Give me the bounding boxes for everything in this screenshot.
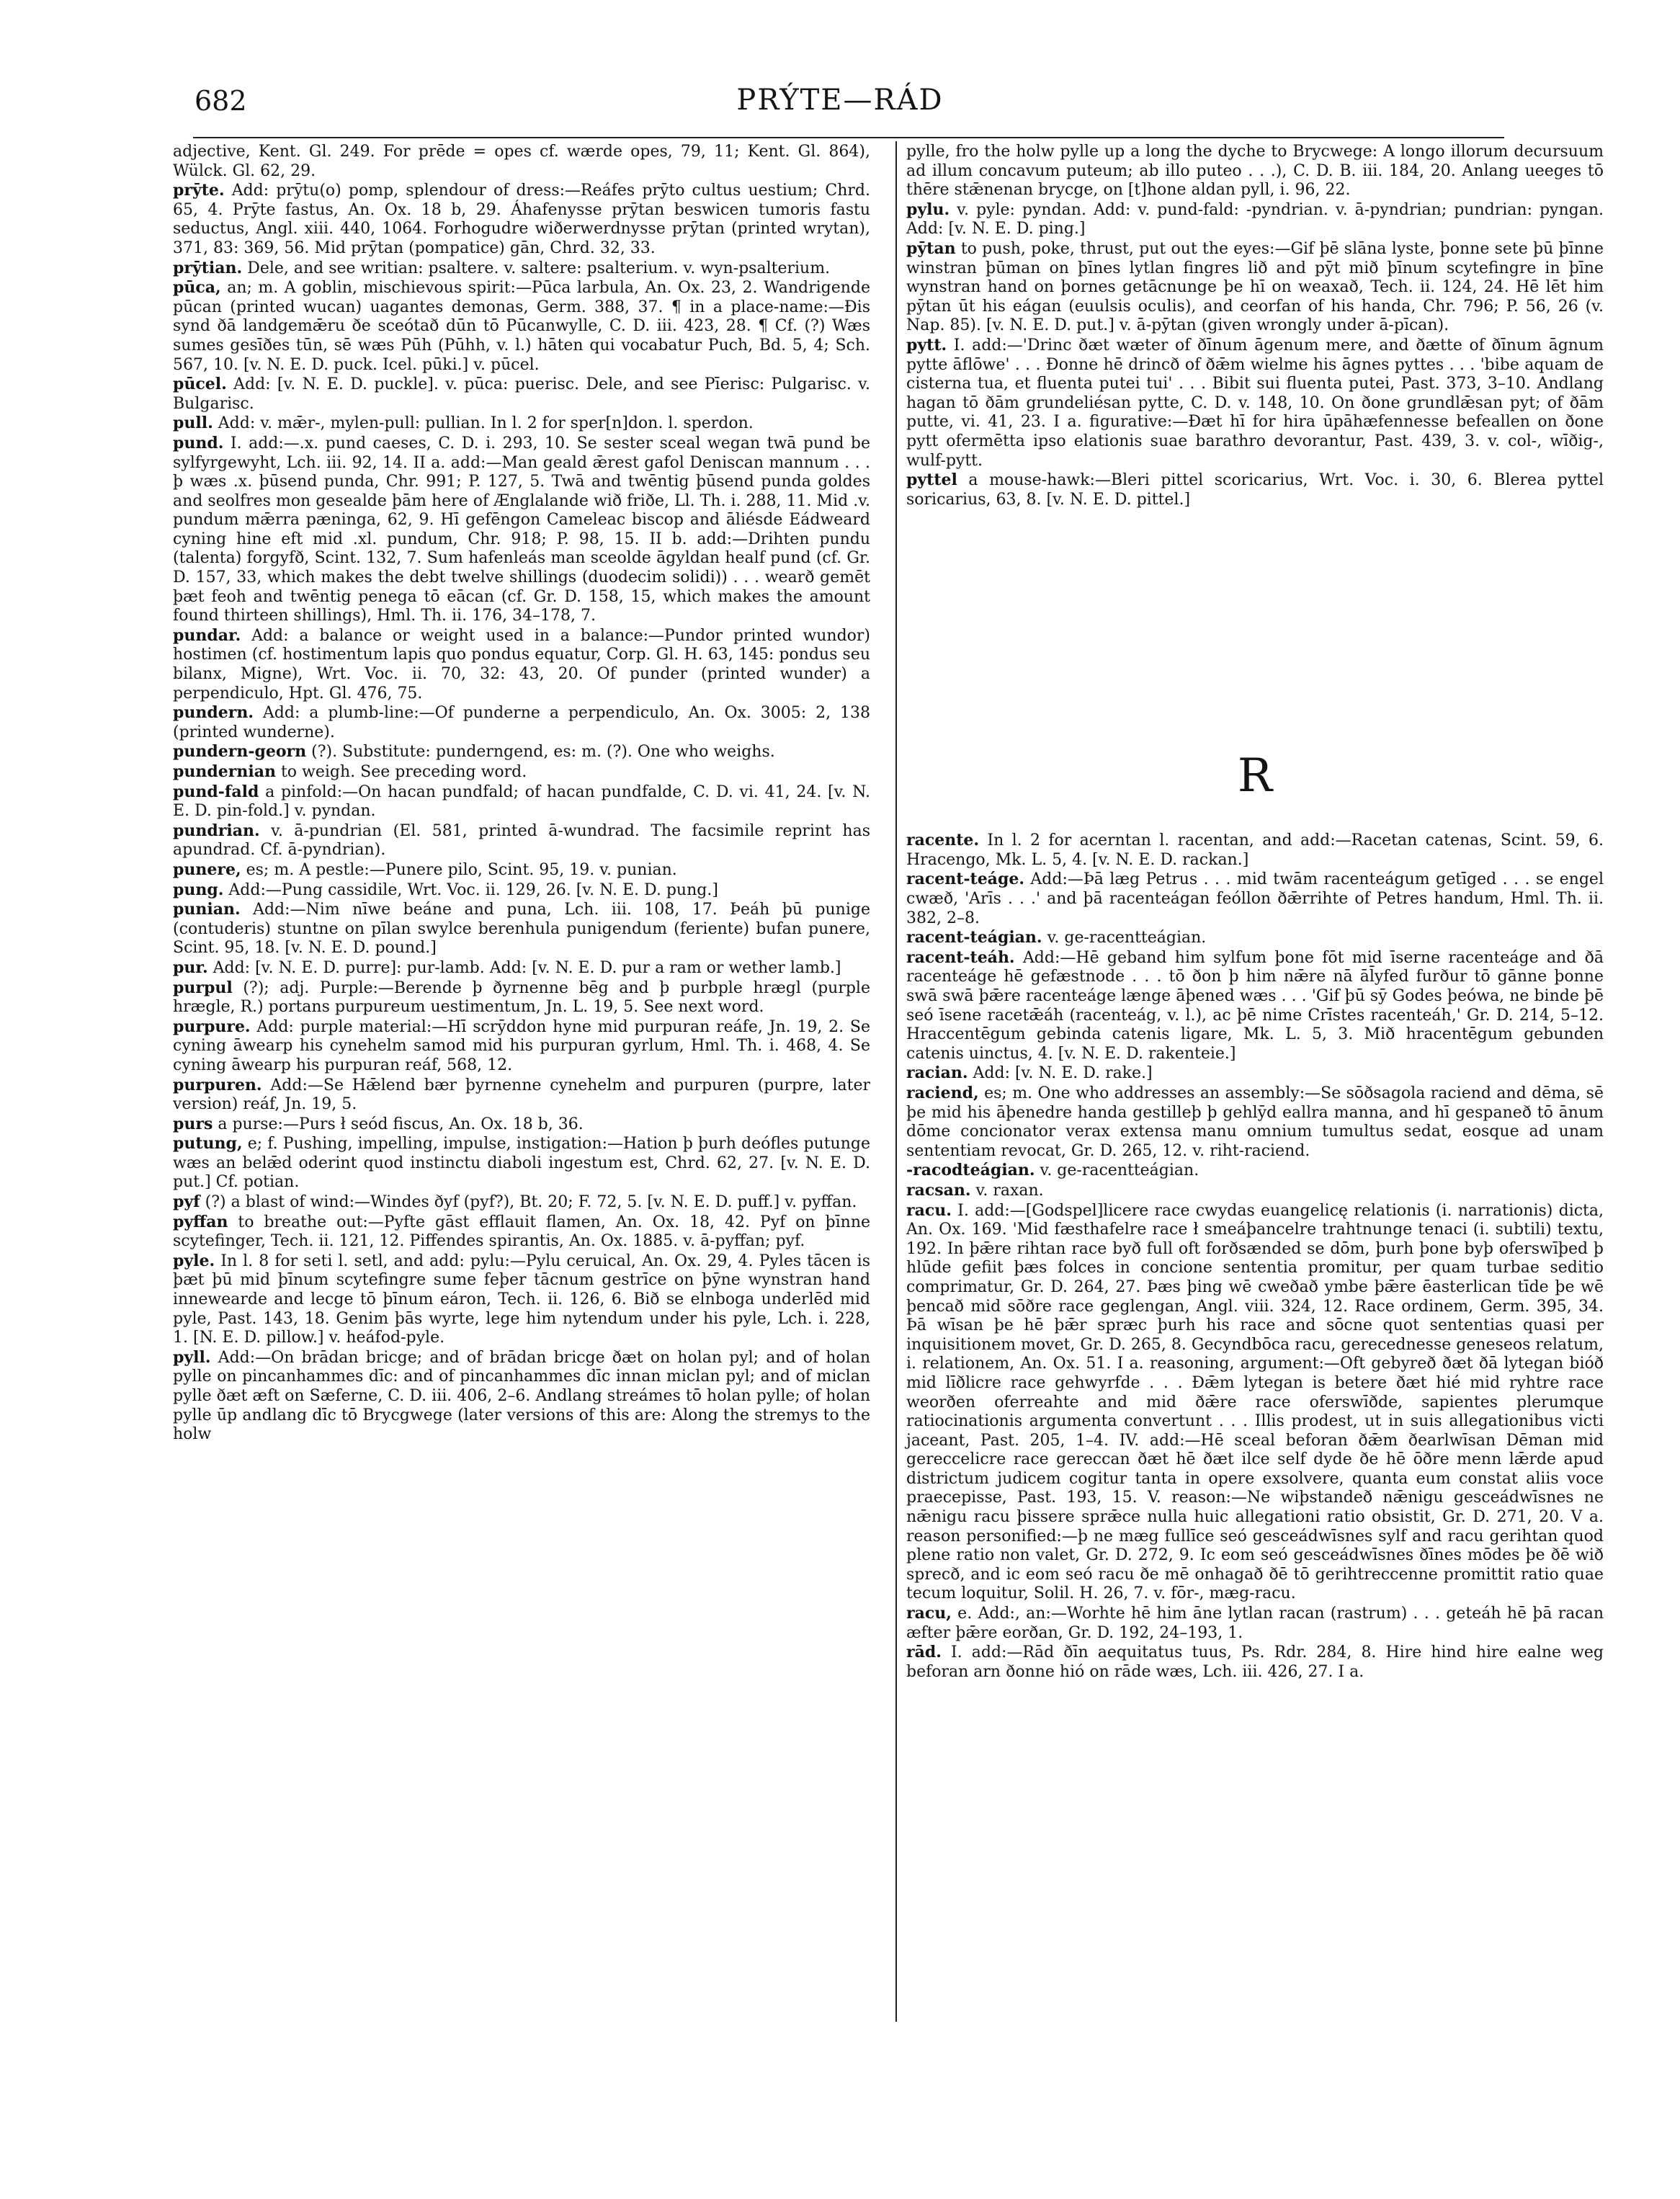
dictionary-entry [906, 1201, 1604, 1604]
entry-definition: Add: a balance or weight used in a balance:—Pundor printed wundor) hostimen (cf. hostimentum lapis quo pondus equatur, Corp. Gl. H. 63, 145: pondus seu bilanx, Migne), Wrt. Voc. ii. 70, 32: 43, 20. Of punder (printed wunder) a perpendiculo, Hpt. Gl. 476, 75. [173, 626, 870, 702]
dictionary-entry [173, 1017, 870, 1076]
entry-definition: es; m. One who addresses an assembly:—Se sōðsagola raciend and dēma, sē þe mid his āþenedre handa gestilleþ þ gehlȳd eallra manna, and hī gespaneð tō ānum dōme concionator verax extensa manu omnium tumultus sedat, eosque ad unam sententiam revocat, Gr. D. 265, 12. v. riht-raciend. [906, 1084, 1604, 1160]
entry-definition: v. raxan. [975, 1181, 1044, 1200]
entry-definition: I. add:—Rād ðīn aequitatus tuus, Ps. Rdr. 284, 8. Hire hind hire ealne weg beforan arn ðonne hió on rāde wæs, Lch. iii. 426, 27. I a. [906, 1643, 1604, 1681]
header-rule [193, 137, 1504, 138]
dictionary-entry [906, 831, 1604, 870]
entry-headword: racent-teáge. [906, 870, 1024, 889]
entry-definition: Add:—On brādan bricge; and of brādan bricge ðæt on holan pyl; and of holan pylle on pincanhammes dīc: and of pincanhammes dīc innan miclan pyl; and of miclan pylle ðæt æft on Sæferne, C. D. iii. 406, 2–6. Andlang streámes tō holan pylle; of holan pylle ūp andlang dīc tō Brycgwege (later versions of this are: Along the stremys to the holw [173, 1348, 870, 1444]
dictionary-entry [173, 259, 870, 279]
entry-headword: racent-teáh. [906, 947, 1015, 967]
dictionary-entry [173, 742, 870, 762]
entry-headword: rād. [906, 1643, 942, 1662]
entry-headword: pyffan [173, 1212, 228, 1231]
entry-headword: racent-teágian. [906, 928, 1042, 947]
entry-definition: a pinfold:—On hacan pundfald; of hacan pundfalde, C. D. vi. 41, 24. [v. N. E. D. pin-fold.] v. pyndan. [173, 782, 870, 821]
entry-headword: pyf [173, 1192, 200, 1212]
entry-headword: raciend, [906, 1084, 979, 1102]
entry-definition: Add: purple material:—Hī scrȳddon hyne mid purpuran reáfe, Jn. 19, 2. Se cyning āwearp his cynehelm samod mid his purpuran gyrlum, Hml. Th. i. 468, 4. Se cyning āwearp his purpuran reáf, 568, 12. [173, 1017, 870, 1074]
dictionary-entry [173, 1252, 870, 1348]
dictionary-entry [173, 1213, 870, 1252]
dictionary-entry [906, 143, 1604, 200]
entry-definition: I. add:—'Drinc ðæt wæter of ðīnum āgenum mere, and ðætte of ðīnum āgnum pytte āflōwe' . . . Ðonne hē drincð of ðǣm wielme his āgnes pyttes . . . 'bibe aquam de cisterna tua, et fluenta putei tui' . . . Bibit sui fluenta putei, Past. 373, 3–10. Andlang hagan tō ðām grundeliésan pytte, C. D. v. 148, 10. On ðone grundlǣsan pyt; of ðām putte, vi. 41, 23. I a. figurative:—Ðæt hī for hira ūpāhæfennesse befeallen on ðone pytt ofermētta ipso elationis suae barathro devorantur, Past. 439, 3. v. col-, wīðig-, wulf-pytt. [906, 336, 1604, 470]
right-column-bottom-entries [906, 831, 1604, 1682]
dictionary-entry [906, 336, 1604, 470]
dictionary-entry [173, 1348, 870, 1445]
dictionary-entry [906, 470, 1604, 509]
entry-headword: pylu. [906, 200, 950, 219]
dictionary-entry [906, 1181, 1604, 1201]
entry-definition: I. add:—.x. pund caeses, C. D. i. 293, 10. Se sester sceal wegan twā pund be sylfyrgewyht, Lch. iii. 92, 14. II a. add:—Man geald ǣrest gafol Deniscan mannum . . . þ wæs .x. þūsend punda, Chr. 991; P. 127, 5. Twā and twēntig þūsend punda goldes and seolfres mon gesealde þām here of Ænglalande wið friðe, Ll. Th. i. 288, 11. Mid .v. pundum mǣrra pæninga, 62, 9. Hī gefēngon Cameleac biscop and āliésde Eádweard cyning hine eft mid .xl. pundum, Chr. 918; P. 98, 15. II b. add:—Drihten pundu (talenta) forgyfð, Scint. 132, 7. Sum hafenleás man sceolde āgyldan healf pund (cf. Gr. D. 157, 33, which makes the debt twelve shillings (duodecim solidi)) . . . wearð gemēt þæt feoh and twēntig penega tō eācan (cf. Gr. D. 158, 15, which makes the amount found thirteen shillings), Hml. Th. ii. 176, 34–178, 7. [173, 434, 870, 625]
dictionary-entry [173, 1192, 870, 1213]
dictionary-entry [906, 1161, 1604, 1181]
entry-headword: pull. [173, 414, 213, 433]
entry-headword: pundern. [173, 703, 254, 723]
entry-headword: pȳtan [906, 238, 956, 258]
entry-definition: v. ge-racentteágian. [1047, 929, 1207, 947]
dictionary-entry [173, 880, 870, 901]
entry-definition: e. Add:, an:—Worhte hē him āne lytlan racan (rastrum) . . . geteáh hē þā racan æfter þǣre eorðan, Gr. D. 192, 24–193, 1. [906, 1605, 1604, 1642]
dictionary-entry [906, 928, 1604, 948]
entry-headword: purs [173, 1114, 213, 1133]
entry-headword: punere, [173, 860, 241, 879]
entry-definition: Add:—Pung cassidile, Wrt. Voc. ii. 129, 26. [v. N. E. D. pung.] [228, 880, 718, 899]
entry-definition: Add:—Hē geband him sylfum þone fōt mid īserne racenteáge and ðā racenteáge hē gefæstnode . . . tō ðon þ him nǣre nā āl̄yfed furður tō gānne þonne swā swā þǣre racenteáge længe āþened wæs . . . 'Gif þū sȳ Godes þeówa, ne binde þē seó īsene racetǣáh (racenteág, v. l.), ac þē nime Crīstes racenteáh,' Gr. D. 214, 5–12. Hraccentēgum gebinda catenis ligare, Mk. L. 5, 3. Mið hracentēgum gebunden catenis uinctus, 4. [v. N. E. D. rakenteie.] [906, 948, 1604, 1063]
dictionary-entry [173, 143, 870, 181]
entry-headword: racian. [906, 1063, 968, 1083]
entry-headword: pyll. [173, 1347, 211, 1367]
entry-headword: pundernian [173, 762, 276, 781]
page-number: 682 [195, 85, 247, 117]
dictionary-entry [906, 1643, 1604, 1682]
entry-headword: pund. [173, 433, 224, 452]
dictionary-entry [173, 375, 870, 414]
entry-definition: Add: [v. N. E. D. purre]: pur-lamb. Add: [v. N. E. D. pur a ram or wether lamb.] [213, 958, 841, 977]
dictionary-entry [173, 1134, 870, 1192]
entry-headword: pundrian. [173, 821, 260, 840]
entry-definition: (?). Substitute: punderngend, es: m. (?). One who weighs. [311, 743, 775, 762]
entry-headword: racsan. [906, 1180, 971, 1200]
entry-definition: Add: prȳtu(o) pomp, splendour of dress:—Reáfes prȳto cultus uestium; Chrd. 65, 4. Prȳte fastus, An. Ox. 18 b, 29. Áhafenysse prȳtan beswicen tumoris fastu seductus, Angl. xiii. 440, 1064. Forhogudre wiðerwerdnysse prȳtan (printed wrytan), 371, 83: 369, 56. Mid prȳtan (pompatice) gān, Chrd. 32, 33. [173, 182, 871, 257]
entry-definition: In l. 8 for seti l. setl, and add: pylu:—Pylu ceruical, An. Ox. 29, 4. Pyles tācen is þæt þū mid þīnum scytefingre sume feþer tācnum gestrīce on þȳne wynstran hand innewearde and lecge tō þīnum eáron, Tech. ii. 126, 6. Bið se elnboga underlēd mid pyle, Past. 143, 18. Genim þās wyrte, lege him nytendum under his pyle, Lch. i. 228, 1. [N. E. D. pillow.] v. heáfod-pyle. [173, 1252, 871, 1347]
entry-definition: Add: [v. N. E. D. puckle]. v. pūca: puerisc. Dele, and see Pīerisc: Pulgarisc. v. Bulgarisc. [173, 375, 870, 413]
entry-definition: an; m. A goblin, mischievous spirit:—Pūca larbula, An. Ox. 23, 2. Wandrigende pūcan (printed wucan) uagantes demonas, Germ. 388, 37. ¶ in a place-name:—Ðis synd ðā landgemǣru ðe sceótað dūn tō Pūcanwylle, C. D. iii. 423, 28. ¶ Cf. (?) Wæs sumes gesīðes tūn, sē wæs Pūh (Pūhh, v. l.) hāten qui vocabatur Puch, Bd. 5, 4; Sch. 567, 10. [v. N. E. D. puck. Icel. pūki.] v. pūcel. [173, 279, 871, 374]
entry-definition: es; m. A pestle:—Punere pilo, Scint. 95, 19. v. punian. [246, 860, 677, 879]
entry-headword: racu, [906, 1604, 952, 1623]
entry-definition: to push, poke, thrust, put out the eyes:—Gif þē slāna lyste, þonne sete þū þīnne winstran þūman on þīnes lytlan fingres lið and pȳt mið þīnum scytefingre in þīne wynstran hand on þornes getācnunge þe hī on weaxað, Tech. ii. 124, 24. Hē lēt him pȳtan ūt his eágan (euulsis oculis), and ceorfan of his handa, Chr. 796; P. 56, 26 (v. Nap. 85). [v. N. E. D. put.] v. ā-pȳtan (given wrongly under ā-pīcan). [906, 239, 1604, 335]
dictionary-entry [173, 434, 870, 626]
entry-definition: Add: v. mǣr-, mylen-pull: pullian. In l. 2 for sper[n]don. l. sperdon. [218, 414, 754, 433]
dictionary-entry [173, 1076, 870, 1115]
dictionary-entry [906, 1063, 1604, 1084]
entry-headword: pūca, [173, 278, 221, 298]
dictionary-entry [173, 978, 870, 1017]
entry-definition: I. add:—[Godspel]licere race cwydas euangelicę relationis (i. narrationis) dicta, An. Ox. 169. 'Mid fæsthafelre race ł smeáþancelre trahtnunge tenaci (i. subtili) textu, 192. In þǣre rihtan race byð full oft forðsænded se dōm, þurh þone byþ oferswīþed þ hlūde gefiit þæs folces in concione sententia promitur, per quam turbae seditio comprimatur, Gr. D. 264, 27. Þæs þing wē cweðað ymbe þǣre ēasterlican tīde þe wē þencað mid sōðre race geglengan, Angl. viii. 324, 12. Race ordinem, Germ. 395, 34. Þā wīsan þe hē þǣr spræc þurh his race and sōcne quot sententias quasi per inquisitionem movet, Gr. D. 265, 8. Gecyndbōca racu, gerecednesse geneseos relatum, i. relationem, An. Ox. 51. I a. reasoning, argument:—Oft gebyreð ðæt ðā lytegan bióð mid līðlicre race gehwyrfde . . . Ðǣm lytegan is betere ðæt hié mid ryhtre race weorðen oferreahte and mid ðǣre race oferswīðde, sapientes plerumque ratiocinationis argumenta convertunt . . . Illis prodest, ut in suis allegationibus victi jaceant, Past. 205, 1–4. IV. add:—Hē sceal beforan ðǣm ðearlwīsan Dēman mid gereccelicre race gereccan ðæt hē ðæt ilce self dyde ðe hē ōðre menn lǣrde apud districtum judicem cogitur tanta in opere exsolvere, quanta eum constat aliis voce praecepisse, Past. 193, 15. V. reason:—Ne wiþstandeð nǣnigu gesceádwīsnes ne nǣnigu racu þissere sprǣce nulla huic allegationi ratio obsistit, Gr. D. 271, 20. V a. reason personified:—þ ne mæg fullīce seó gesceádwīsnes sylf and racu gerihtan quod plene ratio non valet, Gr. D. 272, 9. Ic eom seó gesceádwīsnes ðīnes mōdes þe ðē wið sprecð, and ic eom seó racu ðe mē onhagað ðē tō gerihtreccenne promittit ratio quae tecum loquitur, Solil. H. 26, 7. v. fōr-, mæg-racu. [906, 1201, 1604, 1603]
entry-headword: racu. [906, 1200, 952, 1220]
entry-headword: pundar. [173, 625, 241, 645]
entry-definition: v. ge-racentteágian. [1040, 1161, 1199, 1180]
dictionary-entry [173, 278, 870, 375]
right-column-top-entries [906, 143, 1604, 509]
dictionary-entry [173, 860, 870, 880]
running-head: PRÝTE—RÁD [736, 84, 944, 117]
entry-definition: a purse:—Purs ł seód fiscus, An. Ox. 18 b, 36. [218, 1115, 584, 1133]
entry-headword: pung. [173, 880, 224, 899]
section-letter-heading: R [1237, 749, 1273, 803]
entry-headword: pur. [173, 958, 208, 977]
dictionary-entry [173, 900, 870, 958]
entry-headword: pyle. [173, 1251, 215, 1270]
dictionary-entry [906, 1084, 1604, 1161]
dictionary-entry [173, 958, 870, 978]
dictionary-entry [173, 782, 870, 821]
entry-definition: (?); adj. Purple:—Berende þ ðyrnenne bēg and þ purbple hrægl (purple hrægle, R.) portans purpureum uestimentum, Jn. L. 19, 5. See next word. [173, 978, 870, 1017]
left-column [173, 143, 870, 1445]
entry-headword: punian. [173, 900, 241, 919]
dictionary-entry [906, 948, 1604, 1064]
column-divider [895, 141, 897, 2022]
entry-headword: purpuren. [173, 1075, 262, 1094]
entry-definition: v. ā-pundrian (El. 581, printed ā-wundrad. The facsimile reprint has apundrad. Cf. ā-pyndrian). [173, 821, 870, 860]
entry-definition: e; f. Pushing, impelling, impulse, instigation:—Hation þ þurh deófles putunge wæs an belǣd oderint quod instinctu diaboli ingestum est, Chrd. 62, 27. [v. N. E. D. put.] Cf. potian. [173, 1135, 870, 1192]
entry-headword: prȳtian. [173, 258, 243, 277]
entry-definition: Add:—Nim nīwe beáne and puna, Lch. iii. 108, 17. Þeáh þū punige (contuderis) stuntne on pīlan swylce berenhula punigendum (feriente) bufan punere, Scint. 95, 18. [v. N. E. D. pound.] [173, 901, 870, 958]
entry-headword: pyttel [906, 470, 957, 490]
entry-definition: (?) a blast of wind:—Windes ðyf (pyf?), Bt. 20; F. 72, 5. [v. N. E. D. puff.] v. pyffan. [205, 1193, 857, 1212]
dictionary-entry [173, 181, 870, 258]
dictionary-entry [173, 762, 870, 782]
right-column [906, 143, 1604, 1682]
entry-definition: Add:—Se Hǣlend bær þyrnenne cynehelm and purpuren (purpre, later version) reáf, Jn. 19, 5. [173, 1076, 871, 1114]
entry-headword: pundern-georn [173, 742, 307, 762]
entry-definition: to weigh. See preceding word. [280, 763, 527, 781]
entry-definition: In l. 2 for acerntan l. racentan, and add:—Racetan catenas, Scint. 59, 6. Hracengo, Mk. L. 5, 4. [v. N. E. D. rackan.] [906, 831, 1604, 869]
entry-definition: Add: [v. N. E. D. rake.] [973, 1064, 1153, 1083]
entry-headword: racente. [906, 831, 980, 850]
dictionary-entry [173, 414, 870, 434]
entry-headword: -racodteágian. [906, 1161, 1035, 1180]
dictionary-entry [906, 200, 1604, 239]
entry-headword: prȳte. [173, 181, 225, 200]
entry-headword: pūcel. [173, 375, 227, 394]
entry-definition: to breathe out:—Pyfte gāst efflauit flamen, An. Ox. 18, 42. Pyf on þīnne scytefinger, Tech. ii. 121, 12. Piffendes spirantis, An. Ox. 1885. v. ā-pyffan; pyf. [173, 1213, 871, 1251]
dictionary-entry [906, 1604, 1604, 1643]
dictionary-entry [173, 626, 870, 703]
entry-definition: v. pyle: pyndan. Add: v. pund-fald: -pyndrian. v. ā-pyndrian; pundrian: pyngan. Add: [v. N. E. D. ping.] [906, 200, 1604, 238]
entry-headword: putung, [173, 1134, 243, 1154]
dictionary-entry [906, 870, 1604, 928]
entry-definition: adjective, Kent. Gl. 249. For prēde = opes cf. wærde opes, 79, 11; Kent. Gl. 864), Wülck. Gl. 62, 29. [173, 143, 870, 180]
dictionary-entry [173, 821, 870, 860]
entry-headword: pytt. [906, 335, 947, 354]
entry-headword: pund-fald [173, 782, 259, 801]
entry-definition: a mouse-hawk:—Bleri pittel scoricarius, Wrt. Voc. i. 30, 6. Blerea pyttel soricarius, 63, 8. [v. N. E. D. pittel.] [906, 471, 1604, 509]
entry-definition: pylle, fro the holw pylle up a long the dyche to Brycwege: A longo illorum decursuum ad illum concavum puteum; ab illo puteo . . .), C. D. B. iii. 184, 20. Anlang ueeges tō thēre stǣnenan brycge, on [t]hone aldan pyll, i. 96, 22. [906, 143, 1604, 200]
entry-definition: Add:—Þā læg Petrus . . . mid twām racenteágum getīged . . . se engel cwæð, 'Arīs . . .' and þā racenteágan feóllon ðǣrrihte of Petres handum, Hml. Th. ii. 382, 2–8. [906, 870, 1604, 927]
entry-definition: Add: a plumb-line:—Of punderne a perpendiculo, An. Ox. 3005: 2, 138 (printed wunderne). [173, 704, 870, 741]
entry-headword: purpure. [173, 1017, 251, 1036]
dictionary-entry [173, 1115, 870, 1135]
entry-headword: purpul [173, 978, 233, 997]
dictionary-entry [906, 239, 1604, 336]
entry-definition: Dele, and see writian: psaltere. v. saltere: psalterium. v. wyn-psalterium. [247, 259, 831, 277]
dictionary-entry [173, 703, 870, 742]
